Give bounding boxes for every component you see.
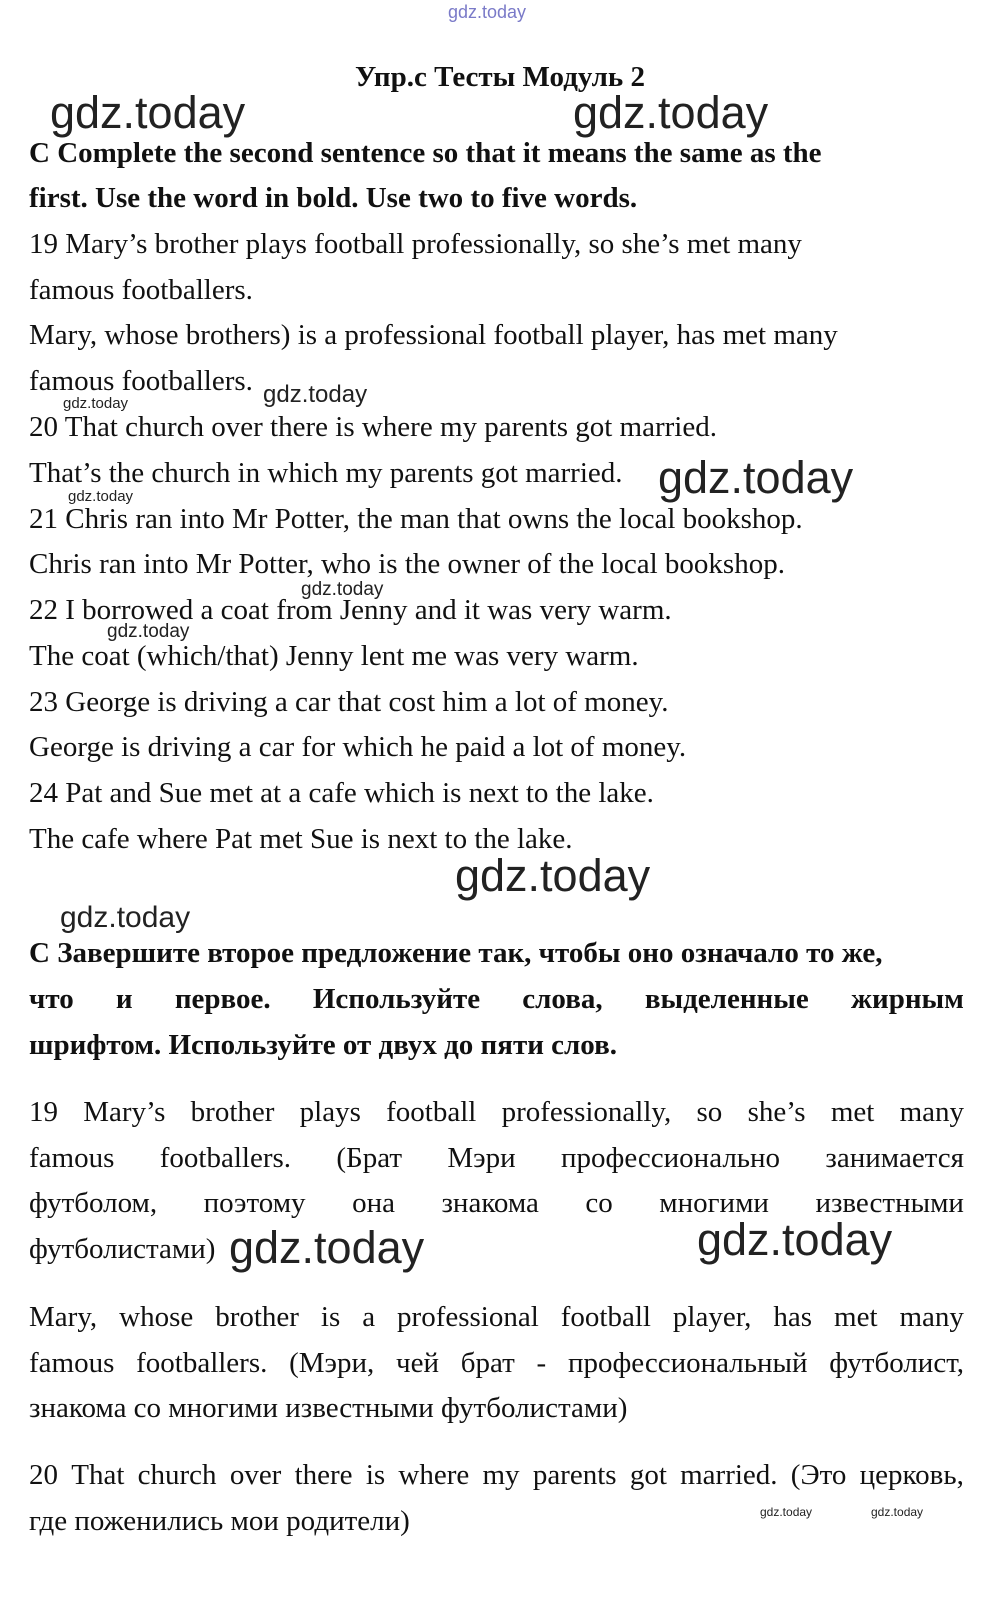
word: so [696,1096,723,1128]
watermark: gdz.today [60,901,191,934]
word: player, [672,1301,752,1333]
translation-line [29,1458,964,1492]
word: профессионально [561,1142,781,1174]
exercise-line: The coat (which/that) Jenny lent me was very warm. [29,640,639,672]
word: has [773,1301,813,1333]
exercise-line: George is driving a car for which he paid a lot of money. [29,731,687,763]
task-instruction-ru: шрифтом. Используйте от двух до пяти слов. [29,1029,617,1061]
word: футболист, [829,1347,964,1379]
word: со [585,1187,613,1219]
watermark: gdz.today [301,579,384,600]
word: parents [532,1459,617,1491]
word: is [320,1301,341,1333]
exercise-line: 19 Mary’s brother plays football professionally, so she’s met many [29,228,802,260]
watermark: gdz.today [697,1214,893,1265]
watermark: gdz.today [448,2,527,22]
exercise-line: 24 Pat and Sue met at a cafe which is next to the lake. [29,777,654,809]
word: many [899,1301,964,1333]
word: brother [190,1096,275,1128]
word: выделенные [644,983,809,1015]
word: brother [215,1301,299,1333]
word: первое. [174,983,271,1015]
word: и [115,983,133,1015]
word: my [482,1459,520,1491]
word: (Это [790,1459,847,1491]
translation-line [29,1095,964,1129]
word: footballers. [136,1347,268,1379]
word: got [629,1459,667,1491]
word: met [830,1096,875,1128]
word: поэтому [203,1187,306,1219]
task-instruction: first. Use the word in bold. Use two to five words. [29,182,638,214]
word: она [352,1187,395,1219]
word: church [137,1459,217,1491]
watermark: gdz.today [68,488,134,505]
word: церковь, [859,1459,964,1491]
exercise-line: famous footballers. [29,274,253,306]
word: многими [659,1187,769,1219]
task-instruction-ru: C Завершите второе предложение так, чтобы оно означало то же, [29,937,883,969]
word: футболом, [29,1187,158,1219]
word: married. [680,1459,778,1491]
exercise-line: Chris ran into Mr Potter, who is the owner of the local bookshop. [29,548,785,580]
word: footballers. [159,1142,292,1174]
watermark: gdz.today [229,1222,425,1273]
word: football [386,1096,477,1128]
word: занимается [825,1142,964,1174]
exercise-line: 22 I borrowed a coat from Jenny and it was very warm. [29,594,672,626]
translation-line [29,1186,964,1220]
word: is [365,1459,386,1491]
watermark: gdz.today [50,87,246,138]
word: professionally, [501,1096,672,1128]
translation-line: знакома со многими известными футболистами) [29,1392,628,1424]
word: she’s [747,1096,806,1128]
watermark: gdz.today [871,1505,924,1519]
exercise-line: The cafe where Pat met Sue is next to the lake. [29,823,573,855]
word: Мэри [447,1142,516,1174]
watermark: gdz.today [263,381,368,408]
translation-line [29,1300,964,1334]
task-instruction: C Complete the second sentence so that it means the same as the [29,137,822,169]
exercise-line: famous footballers. [29,365,253,397]
word: знакома [441,1187,539,1219]
exercise-line: 23 George is driving a car that cost him a lot of money. [29,686,669,718]
word: football [560,1301,651,1333]
exercise-line: Mary, whose brothers) is a professional football player, has met many [29,319,838,351]
watermark: gdz.today [107,621,190,642]
watermark: gdz.today [573,87,769,138]
word: plays [299,1096,361,1128]
exercise-line: 21 Chris ran into Mr Potter, the man that owns the local bookshop. [29,503,803,535]
word: что [29,983,74,1015]
word: (Мэри, [289,1347,375,1379]
task-instruction-ru-justified [29,982,964,1016]
word: That [71,1459,125,1491]
word: Mary, [29,1301,98,1333]
word: professional [397,1301,539,1333]
word: слова, [522,983,603,1015]
word: over [229,1459,282,1491]
word: met [834,1301,878,1333]
word: a [362,1301,376,1333]
word: 20 [29,1459,58,1491]
exercise-line: That’s the church in which my parents got married. [29,457,623,489]
word: брат [460,1347,515,1379]
word: профессиональный [567,1347,808,1379]
word: - [536,1347,547,1379]
word: where [398,1459,470,1491]
word: (Брат [336,1142,402,1174]
word: many [899,1096,964,1128]
watermark: gdz.today [760,1505,813,1519]
word: famous [29,1142,115,1174]
word: Используйте [312,983,481,1015]
word: жирным [850,983,964,1015]
page-title: Упр.c Тесты Модуль 2 [354,61,646,93]
word: чей [396,1347,439,1379]
word: whose [119,1301,194,1333]
translation-line: футболистами) [29,1233,216,1265]
word: Mary’s [83,1096,166,1128]
word: there [294,1459,353,1491]
translation-line [29,1346,964,1380]
watermark: gdz.today [658,452,854,503]
word: famous [29,1347,115,1379]
watermark: gdz.today [455,850,651,901]
watermark: gdz.today [63,395,129,412]
word: известными [815,1187,964,1219]
exercise-line: 20 That church over there is where my parents got married. [29,411,717,443]
translation-line: где поженились мои родители) [29,1505,410,1537]
word: 19 [29,1096,58,1128]
translation-line [29,1141,964,1175]
